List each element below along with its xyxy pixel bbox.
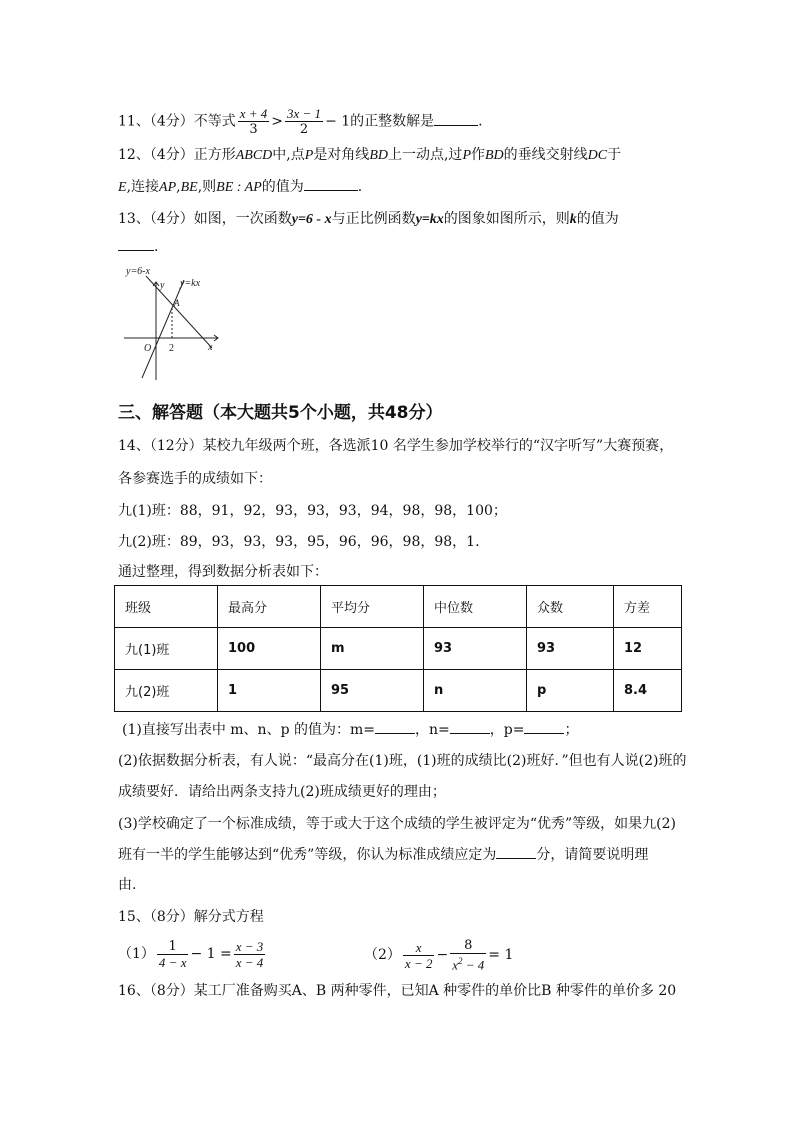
question-11: 11、（4分）不等式 $\frac{x + 4}{3}$ > $\frac{3x - 1}{2}$ − 1的正整数解是 . — [118, 106, 483, 137]
question-13-line-2: . — [118, 238, 158, 256]
answer-blank[interactable] — [434, 113, 478, 126]
table-header-cell: 方差 — [614, 586, 682, 628]
class-1-scores: 九(1)班：88，91，92，93，93，93，94，98，98，100； — [118, 503, 507, 519]
fraction: $\frac{1}{4 - x}$ — [158, 938, 187, 970]
label-point-a: A — [174, 298, 180, 308]
table-cell: 1 — [218, 670, 321, 712]
label-origin: O — [144, 343, 152, 354]
answer-blank-p[interactable] — [524, 721, 564, 734]
question-15-title: 15、（8分）解分式方程 — [118, 909, 264, 925]
table-header-cell: 众数 — [527, 586, 614, 628]
fraction: $\frac{3x - 1}{2}$ — [287, 106, 322, 137]
question-14-line-1: 14、（12分）某校九年级两个班，各选派10 名学生参加学校举行的“汉字听写”大赛预赛， — [118, 438, 674, 454]
label-y-6-minus-x: y=6-x — [126, 266, 150, 277]
answer-blank[interactable] — [118, 238, 154, 251]
table-header-row — [115, 586, 682, 628]
table-cell: 93 — [424, 628, 527, 670]
question-15-part-1: （1） $\frac{1}{4 - x}$ − 1 = $\frac{x - 3}{x - 4}$ — [118, 938, 264, 970]
question-14-sub-3-line-2: 班有一半的学生能够达到“优秀”等级，你认为标准成绩应定为 分，请简要说明理 — [118, 847, 649, 863]
table-header-cell: 平均分 — [321, 586, 424, 628]
question-15-part-2: （2） $\frac{x}{x - 2}$ − $\frac{8}{x^2 - 4}$ = 1 — [364, 938, 514, 973]
question-14-line-2: 各参赛选手的成绩如下： — [118, 471, 272, 487]
stats-table — [114, 585, 682, 712]
label-y-axis: y — [160, 280, 165, 291]
table-header-cell: 最高分 — [218, 586, 321, 628]
table-cell: 九(2)班 — [115, 670, 218, 712]
class-2-scores: 九(2)班：89，93，93，93，95，96，96，98，98，1. — [118, 534, 480, 550]
table-cell: 93 — [527, 628, 614, 670]
question-14-sub-1: (1)直接写出表中 m、n、p 的值为：m= ，n= ，p= ； — [122, 722, 579, 738]
label-tick-2: 2 — [169, 343, 174, 354]
question-13-line-1: 13、（4分）如图，一次函数y=6 - x与正比例函数y=kx的图象如图所示，则k的值为 — [118, 211, 619, 227]
table-cell: 12 — [614, 628, 682, 670]
fraction: $\frac{x - 3}{x - 4}$ — [235, 938, 264, 970]
question-16-line-1: 16、（8分）某工厂准备购买A、B 两种零件，已知A 种零件的单价比B 种零件的单价多 20 — [118, 983, 677, 999]
table-cell: p — [527, 670, 614, 712]
table-cell: 95 — [321, 670, 424, 712]
table-row — [115, 628, 682, 670]
question-12-line-2: E,连接AP,BE,则BE : AP的值为 . — [118, 179, 363, 195]
fraction: $\frac{8}{x^2 - 4}$ — [452, 938, 485, 973]
answer-blank[interactable] — [304, 178, 358, 191]
answer-blank-n[interactable] — [450, 721, 490, 734]
table-header-cell: 中位数 — [424, 586, 527, 628]
table-row — [115, 670, 682, 712]
question-14-sub-2-line-1: (2)依据数据分析表，有人说：“最高分在(1)班，(1)班的成绩比(2)班好．”但也有人说(2)班的 — [118, 753, 687, 769]
answer-blank-m[interactable] — [375, 721, 415, 734]
answer-blank-score[interactable] — [496, 846, 536, 859]
function-graph — [118, 262, 228, 382]
fraction: $\frac{x}{x - 2}$ — [404, 939, 433, 971]
table-cell: 九(1)班 — [115, 628, 218, 670]
question-14-sub-3-line-3: 由. — [118, 877, 137, 893]
table-intro: 通过整理，得到数据分析表如下： — [118, 564, 328, 580]
fraction: $\frac{x + 4}{3}$ — [239, 106, 268, 137]
table-header-cell: 班级 — [115, 586, 218, 628]
table-cell: 8.4 — [614, 670, 682, 712]
table-cell: 100 — [218, 628, 321, 670]
question-12-line-1: 12、（4分）正方形ABCD中,点P是对角线BD上一动点,过P作BD的垂线交射线DC于 — [118, 147, 622, 163]
table-cell: n — [424, 670, 527, 712]
question-14-sub-2-line-2: 成绩要好．请给出两条支持九(2)班成绩更好的理由； — [118, 784, 446, 800]
label-x-axis: x — [208, 342, 213, 353]
label-y-kx: y=kx — [180, 278, 201, 289]
table-cell: m — [321, 628, 424, 670]
section-title: 三、解答题（本大题共5个小题，共48分） — [118, 403, 443, 423]
question-14-sub-3-line-1: (3)学校确定了一个标准成绩，等于或大于这个成绩的学生被评定为“优秀”等级，如果九(2) — [118, 816, 676, 832]
